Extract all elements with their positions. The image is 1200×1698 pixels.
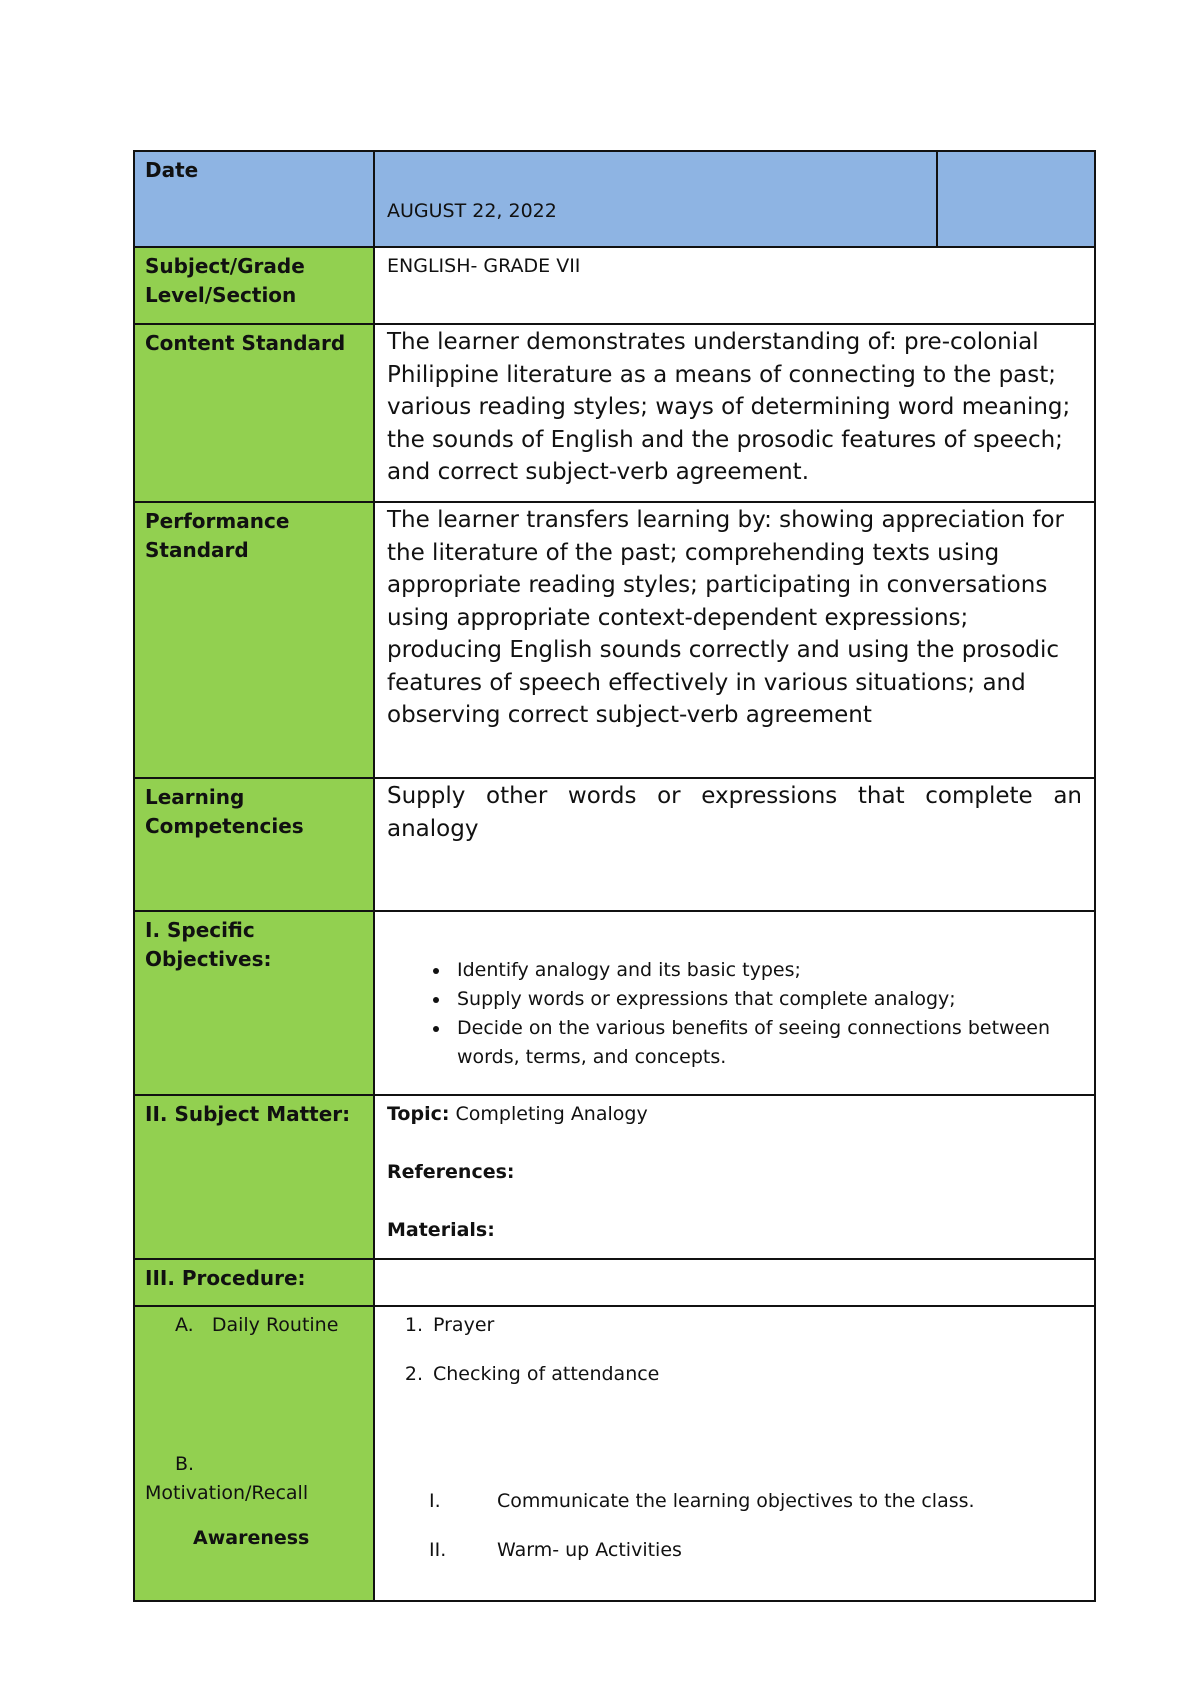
routine-content-cell <box>374 1306 1095 1601</box>
routine-label-cell <box>134 1306 374 1601</box>
awareness-text: Communicate the learning objectives to the class. <box>497 1490 975 1512</box>
routine-num: 2. <box>404 1363 423 1385</box>
learning-competencies-cell <box>374 778 1095 911</box>
routine-text: Checking of attendance <box>433 1363 660 1385</box>
motivation-label: Motivation/Recall <box>145 1482 309 1504</box>
performance-standard-label: Performance Standard <box>134 502 374 778</box>
subject-matter-row <box>134 1095 1095 1259</box>
awareness-num: II. <box>429 1539 447 1561</box>
subject-matter-label: II. Subject Matter: <box>134 1095 374 1259</box>
specific-objectives-row <box>134 911 1095 1095</box>
daily-routine-letter: A. <box>175 1314 194 1336</box>
procedure-empty-cell <box>374 1259 1095 1306</box>
content-standard-value: The learner demonstrates understanding of: pre-colonial Philippine literature as a means of connecting to the past; various reading styles; ways of determining word meaning; the sounds of English and the prosodic features of speech; and correct subject-verb agreement. <box>374 324 1095 502</box>
subject-matter-cell <box>374 1095 1095 1259</box>
awareness-label: Awareness <box>193 1527 310 1549</box>
learning-competencies-label: Learning Competencies <box>134 778 374 911</box>
list-item: • Identify analogy and its basic types; <box>451 956 1094 985</box>
topic-line <box>387 1100 1082 1129</box>
routine-text: Prayer <box>433 1314 495 1336</box>
procedure-label: III. Procedure: <box>134 1259 374 1306</box>
list-item <box>375 1536 1094 1565</box>
daily-routine-label: Daily Routine <box>211 1314 339 1336</box>
performance-standard-row <box>134 502 1095 778</box>
motivation-letter: B. <box>175 1453 195 1475</box>
performance-standard-value: The learner transfers learning by: showing appreciation for the literature of the past; comprehending texts using appropriate reading styles; participating in conversations using appropriate context-dependent expressions; producing English sounds correctly and using the prosodic features of speech effectively in various situations; and observing correct subject-verb agreement <box>374 502 1095 778</box>
routine-row <box>134 1306 1095 1601</box>
learning-competencies-row <box>134 778 1095 911</box>
references-label: References: <box>387 1161 515 1183</box>
list-item <box>375 1311 1094 1340</box>
daily-routine-line <box>145 1311 363 1340</box>
subject-value: ENGLISH- GRADE VII <box>374 247 1095 324</box>
specific-objectives-cell <box>374 911 1095 1095</box>
learning-competencies-value: Supply other words or expressions that complete an analogy <box>387 783 1082 842</box>
content-standard-label: Content Standard <box>134 324 374 502</box>
topic-value: Completing Analogy <box>455 1103 648 1125</box>
materials-label: Materials: <box>387 1219 495 1241</box>
routine-num: 1. <box>404 1314 423 1336</box>
content-standard-row <box>134 324 1095 502</box>
date-label: Date <box>134 151 374 247</box>
subject-row <box>134 247 1095 324</box>
date-extra-cell <box>937 151 1095 247</box>
list-item: • Supply words or expressions that complete analogy; <box>451 985 1094 1014</box>
date-row <box>134 151 1095 247</box>
lesson-plan-table <box>133 150 1096 1602</box>
awareness-text: Warm- up Activities <box>497 1539 682 1561</box>
list-item <box>375 1360 1094 1389</box>
awareness-num: I. <box>429 1490 441 1512</box>
procedure-row <box>134 1259 1095 1306</box>
objectives-list <box>375 956 1094 1072</box>
topic-label: Topic: <box>387 1103 450 1125</box>
specific-objectives-label: I. Specific Objectives: <box>134 911 374 1095</box>
list-item: • Decide on the various benefits of seeing connections between words, terms, and concepts. <box>451 1014 1094 1072</box>
date-value: AUGUST 22, 2022 <box>374 151 937 247</box>
subject-label: Subject/Grade Level/Section <box>134 247 374 324</box>
list-item <box>375 1487 1094 1516</box>
